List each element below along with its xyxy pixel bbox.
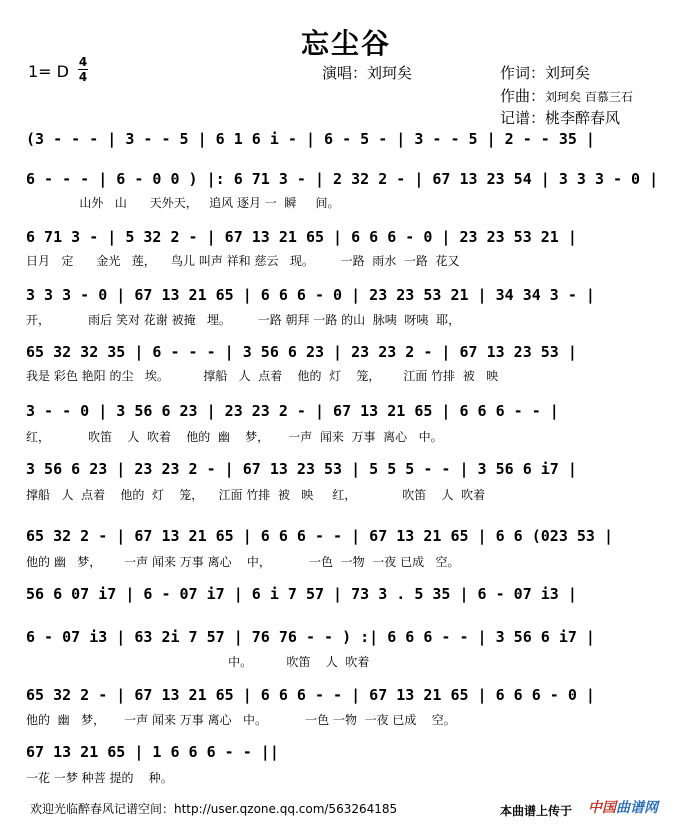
lyric-row-7: 撑船 人 点着 他的 灯 笼， 江面 竹排 被 映 红， 吹笛 人 吹着 xyxy=(26,488,486,502)
time-signature xyxy=(78,56,88,83)
lyric-row-4: 开， 雨后 笑对 花谢 被掩 埋。 一路 朝拜 一路 的山 脉咦 呀咦 耶， xyxy=(26,313,461,327)
score-row-7: 3 56 6 23 | 23 23 2 - | 67 13 23 53 | 5 5 5 - - | 3 56 6 i7 | xyxy=(26,460,577,478)
score-row-10: 6 - 07 i3 | 63 2i 7 57 | 76 76 - - ) :| 6 6 6 - - | 3 56 6 i7 | xyxy=(26,628,595,646)
score-row-9: 56 6 07 i7 | 6 - 07 i7 | 6 i 7 57 | 73 3 . 5 35 | 6 - 07 i3 | xyxy=(26,585,577,603)
composer-label: 作曲： xyxy=(500,87,546,105)
score-row-6: 3 - - 0 | 3 56 6 23 | 23 23 2 - | 67 13 21 65 | 6 6 6 - - | xyxy=(26,402,559,420)
lyric-row-11: 他的 幽 梦， 一声 闻来 万事 离心 中。 一色 一物 一夜 已成 空。 xyxy=(26,713,456,727)
time-signature-top: 4 xyxy=(78,55,88,69)
singer-credit: 演唱：刘珂矣 xyxy=(322,64,413,82)
score-row-2: 6 - - - | 6 - 0 0 ) |: 6 71 3 - | 2 32 2 - | 67 13 23 54 | 3 3 3 - 0 | xyxy=(26,170,659,188)
lyric-row-2: 山外 山 天外天， 追风 逐月 一 瞬 间。 xyxy=(26,196,340,210)
lyric-row-12: 一花 一梦 种菩 提的 种。 xyxy=(26,771,173,785)
time-signature-bottom: 4 xyxy=(78,70,88,84)
score-row-5: 65 32 32 35 | 6 - - - | 3 56 6 23 | 23 23 2 - | 67 13 23 53 | xyxy=(26,343,577,361)
footer-link-text[interactable]: 欢迎光临醉春风记谱空间：http://user.qzone.qq.com/563264185 xyxy=(30,802,398,816)
lyric-row-8: 他的 幽 梦， 一声 闻来 万事 离心 中， 一色 一物 一夜 已成 空。 xyxy=(26,555,460,569)
score-row-4: 3 3 3 - 0 | 67 13 21 65 | 6 6 6 - 0 | 23 23 53 21 | 34 34 3 - | xyxy=(26,286,595,304)
composer-names: 刘珂矣 百慕三石 xyxy=(545,90,633,104)
score-row-1: (3 - - - | 3 - - 5 | 6 1 6 i - | 6 - 5 - | 3 - - 5 | 2 - - 35 | xyxy=(26,130,595,148)
lyric-row-3: 日月 定 金光 莲， 鸟儿 叫声 祥和 慈云 现。 一路 雨水 一路 花又 xyxy=(26,254,460,268)
upload-note: 本曲谱上传于 xyxy=(500,804,573,818)
key-signature: 1= D xyxy=(28,62,69,81)
site-logo[interactable] xyxy=(588,797,658,817)
transcriber-credit: 记谱：桃李醉春风 xyxy=(500,109,621,127)
score-row-8: 65 32 2 - | 67 13 21 65 | 6 6 6 - - | 67 13 21 65 | 6 6 (023 53 | xyxy=(26,527,613,545)
score-row-12: 67 13 21 65 | 1 6 6 6 - - || xyxy=(26,743,279,761)
logo-main-text: 中国 xyxy=(588,800,616,816)
lyricist-credit: 作词：刘珂矣 xyxy=(500,64,591,82)
lyric-row-6: 红， 吹笛 人 吹着 他的 幽 梦， 一声 闻来 万事 离心 中。 xyxy=(26,430,443,444)
song-title: 忘尘谷 xyxy=(300,27,391,60)
score-row-3: 6 71 3 - | 5 32 2 - | 67 13 21 65 | 6 6 6 - 0 | 23 23 53 21 | xyxy=(26,228,577,246)
score-row-11: 65 32 2 - | 67 13 21 65 | 6 6 6 - - | 67 13 21 65 | 6 6 6 - 0 | xyxy=(26,686,595,704)
lyric-row-5: 我是 彩色 艳阳 的尘 埃。 撑船 人 点着 他的 灯 笼， 江面 竹排 被 映 xyxy=(26,369,499,383)
logo-accent-text: 曲谱网 xyxy=(616,800,658,816)
composer-credit xyxy=(500,85,633,106)
lyric-row-10: 中。 吹笛 人 吹着 xyxy=(26,655,370,669)
